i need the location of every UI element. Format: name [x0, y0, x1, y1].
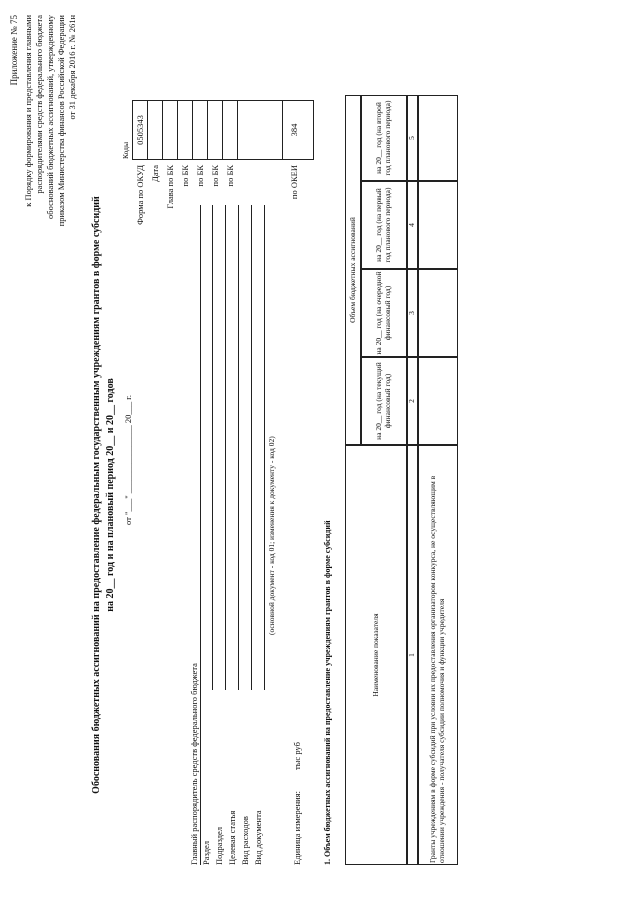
th-indicator-name: Наименование показателя [345, 445, 407, 865]
appendix-line-2: распорядителями средств федерального бюджета [34, 15, 44, 194]
col-number-1: 1 [407, 445, 418, 865]
appendix-line-3: обоснований бюджетных ассигнований, утвержденному [45, 15, 55, 219]
code-label-okei: по ОКЕИ [289, 165, 299, 200]
code-label-section: по БК [180, 165, 190, 187]
code-value-okud: 0505343 [135, 115, 145, 145]
th-col-plan1: на 20__ год (на первый год планового периода) [361, 181, 407, 269]
code-label-date: Дата [150, 165, 160, 182]
row-grants-value-3 [418, 269, 458, 357]
code-value-okei: 384 [289, 123, 299, 137]
col-number-4: 4 [407, 181, 418, 269]
section-1-heading: 1. Объем бюджетных ассигнований на предоставление учреждениям грантов в форме субсидий [323, 520, 332, 865]
field-chief-manager: Главный распорядитель средств федерального бюджета [189, 663, 199, 865]
field-target-article: Целевая статья [227, 810, 237, 865]
row-grants-label: Гранты учреждениям в форме субсидий при условии их предоставления организатором конкурса, не осуществляющим в отношении учреждения - получателя субсидии полномочия и функции учредителя [418, 445, 458, 865]
doc-type-note: (основной документ - код 01; изменения к документу - код 02) [267, 436, 276, 635]
appendix-line-5: от 31 декабря 2016 г. № 261н [67, 15, 77, 120]
th-col-next: на 20__ год (на очередной финансовый год) [361, 269, 407, 357]
field-podrazdel: Подраздел [214, 826, 224, 865]
appendix-number: Приложение № 75 [9, 15, 19, 86]
codes-header: Коды [120, 141, 130, 159]
th-col-plan2: на 20__ год (на второй год планового периода) [361, 95, 407, 181]
th-volume-group: Объем бюджетных ассигнований [345, 95, 361, 445]
row-grants-value-4 [418, 181, 458, 269]
col-number-5: 5 [407, 95, 418, 181]
field-doc-type: Вид документа [253, 810, 263, 865]
unit-label: Единица измерения: [292, 791, 302, 865]
form-title: Обоснования бюджетных ассигнований на предоставление федеральным государственным учреждениям грантов в форме субсидий [91, 196, 102, 794]
appendix-line-1: к Порядку формирования и представления главными [23, 15, 33, 207]
code-label-subsection: по БК [195, 165, 205, 187]
field-expense-type: Вид расходов [240, 816, 250, 865]
row-grants-value-2 [418, 357, 458, 445]
col-number-2: 2 [407, 357, 418, 445]
col-number-3: 3 [407, 269, 418, 357]
row-grants-value-5 [418, 95, 458, 181]
form-subtitle: на 20__ год и на плановый период 20__ и 20__ годов [105, 378, 116, 612]
code-label-okud: Форма по ОКУД [135, 165, 145, 225]
unit-value: тыс руб [292, 742, 302, 770]
code-label-chapter: Глава по БК [165, 165, 175, 209]
field-razdel: Раздел [201, 840, 211, 865]
codes-box [132, 100, 314, 160]
th-col-current: на 20__ год (на текущий финансовый год) [361, 357, 407, 445]
code-label-target: по БК [210, 165, 220, 187]
code-label-expense: по БК [225, 165, 235, 187]
form-date: от "___" ________________ 20___ г. [123, 395, 133, 525]
appendix-line-4: приказом Министерства финансов Российской Федерации [56, 15, 66, 227]
